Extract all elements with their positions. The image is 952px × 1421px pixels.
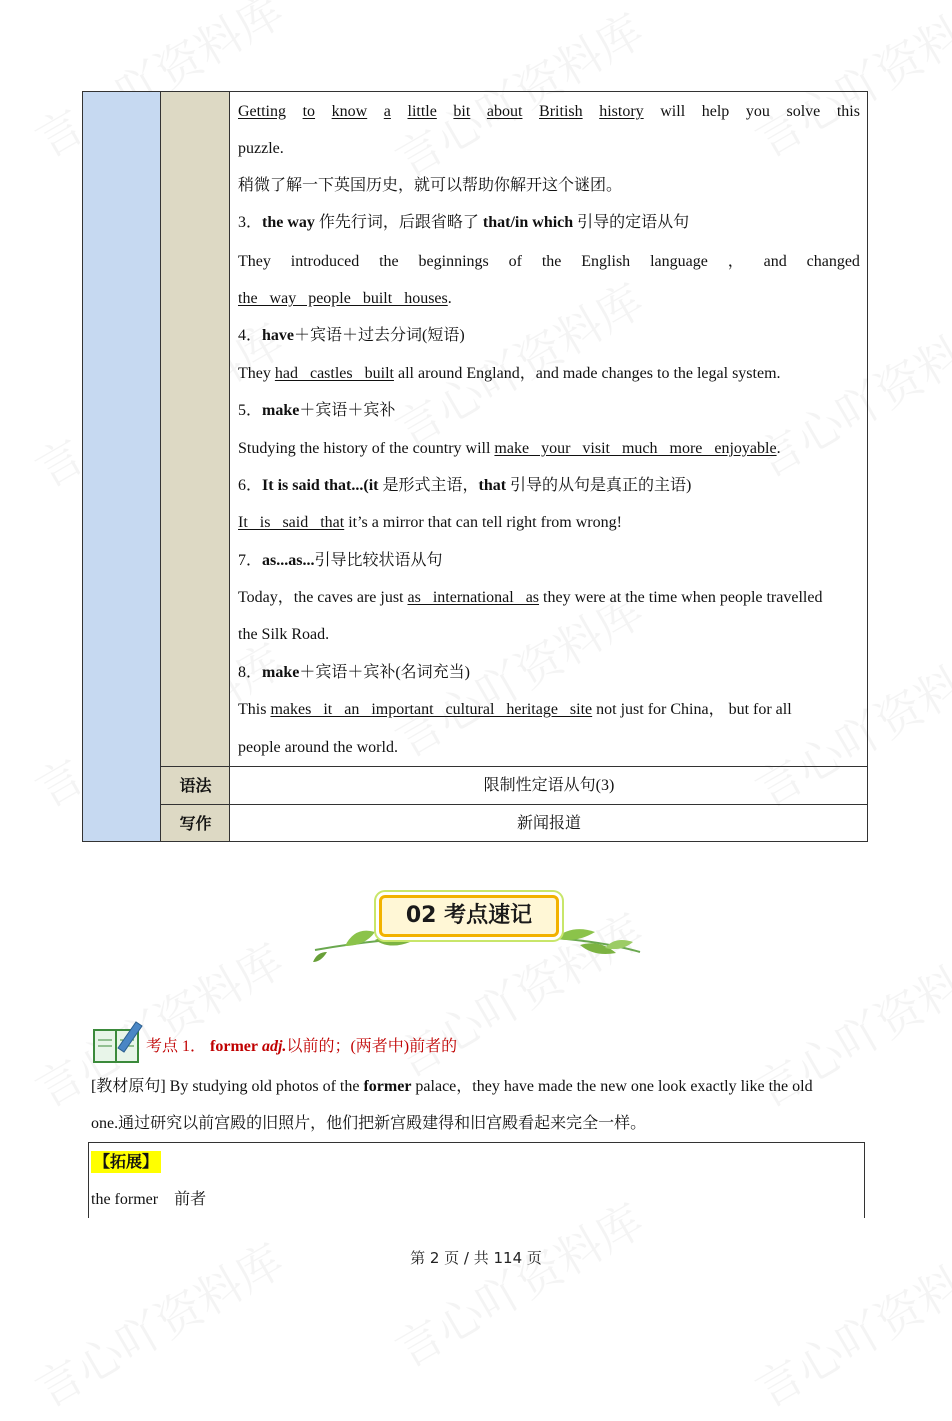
- word: bit: [453, 103, 471, 120]
- pattern-description: ＋宾语＋宾补(名词充当): [299, 664, 471, 681]
- item-number: 6．: [238, 477, 263, 494]
- sentence-line: [238, 364, 781, 384]
- pattern-keyword: make: [262, 402, 300, 419]
- word: to: [302, 103, 316, 120]
- writing-value: 新闻报道: [516, 815, 581, 832]
- banner-title: 02 考点速记: [379, 895, 559, 937]
- pattern-description: ＋宾语＋宾补: [299, 402, 396, 419]
- sentence-text: not just for China， but for all: [592, 701, 792, 718]
- answer-blank: as international as: [407, 589, 540, 606]
- word: the: [379, 253, 399, 270]
- answer-blank: the way people built houses: [238, 290, 448, 307]
- pattern-keyword: that/in which: [482, 214, 574, 231]
- item-number: 5．: [238, 402, 263, 419]
- word: the: [541, 253, 562, 270]
- sentence-line: [238, 326, 465, 346]
- source-sentence-line2: one.通过研究以前宫殿的旧照片，他们把新宫殿建得和旧宫殿看起来完全一样。: [91, 1115, 647, 1132]
- grammar-label: 语法: [179, 776, 212, 795]
- word: introduced: [290, 253, 360, 270]
- word: Getting: [238, 103, 286, 120]
- sentence-line: people around the world.: [238, 739, 398, 756]
- word: of: [508, 253, 522, 270]
- source-text: palace，they have made the new one look exactly like the old: [411, 1078, 813, 1095]
- grammar-value: 限制性定语从句(3): [483, 777, 615, 794]
- sentence-text: they were at the time when people travelled: [539, 589, 823, 606]
- table-col-category: [83, 92, 161, 841]
- sentence-text: .: [447, 290, 452, 307]
- pattern-keyword: It is said that...(it: [262, 477, 379, 494]
- sentence-text: Today，the caves are just: [238, 589, 408, 606]
- sentence-line: the Silk Road.: [238, 626, 330, 643]
- word: will: [660, 103, 686, 120]
- sentence-text: it’s a mirror that can tell right from wrong!: [344, 514, 622, 531]
- word: solve: [786, 103, 821, 120]
- sentence-line: [238, 588, 822, 608]
- sentence-line: [238, 663, 470, 683]
- sentence-patterns: [238, 92, 860, 766]
- sentence-line: [238, 252, 860, 272]
- answer-blank: had castles built: [274, 365, 394, 382]
- section-banner: [305, 890, 645, 970]
- word: English: [581, 253, 631, 270]
- sentence-text: Studying the history of the country will: [238, 440, 495, 457]
- sentence-line: [238, 401, 395, 421]
- notebook-pen-icon: [92, 1018, 144, 1066]
- table-col-subcategory: [161, 92, 230, 841]
- item-number: 8．: [238, 664, 263, 681]
- pattern-description: 作先行词，后跟省略了: [314, 214, 483, 231]
- kaodian-word: former: [210, 1038, 258, 1055]
- answer-blank: makes it an important cultural heritage site: [270, 701, 593, 718]
- sentence-line: [238, 289, 452, 309]
- pattern-description: 是形式主语，: [378, 477, 479, 494]
- word: you: [745, 103, 770, 120]
- writing-label: 写作: [179, 814, 212, 833]
- word: this: [836, 103, 860, 120]
- item-number: 7．: [238, 552, 263, 569]
- sentence-text: This: [238, 701, 271, 718]
- sentence-line: [238, 476, 691, 496]
- item-number: 4．: [238, 327, 263, 344]
- expand-item: the former 前者: [91, 1191, 207, 1208]
- kaodian-label: 考点 1．: [146, 1038, 207, 1055]
- pattern-description: 引导的从句是真正的主语): [506, 477, 692, 494]
- word: about: [486, 103, 523, 120]
- kaodian-heading: [146, 1033, 457, 1056]
- pattern-description: ＋宾语＋过去分词(短语): [294, 327, 465, 344]
- source-text: [教材原句] By studying old photos of the: [91, 1078, 364, 1095]
- pattern-keyword: that: [478, 477, 507, 494]
- sentence-line: [238, 439, 781, 459]
- pattern-description: 引导比较状语从句: [314, 552, 443, 569]
- pattern-keyword: make: [262, 664, 300, 681]
- word: beginnings: [418, 253, 489, 270]
- summary-table: [82, 91, 868, 842]
- word: history: [599, 103, 644, 120]
- word: changed: [806, 253, 860, 270]
- sentence-line: [238, 102, 860, 122]
- sentence-line: [238, 213, 689, 233]
- source-text: former: [363, 1078, 412, 1095]
- word: a: [383, 103, 391, 120]
- source-sentence-line1: [91, 1077, 813, 1097]
- sentence-line: puzzle.: [238, 140, 284, 157]
- word: British: [539, 103, 583, 120]
- answer-blank: It is said that: [238, 514, 345, 531]
- word: little: [407, 103, 437, 120]
- sentence-text: all around England，and made changes to the legal system.: [393, 365, 781, 382]
- sentence-line: 稍微了解一下英国历史，就可以帮助你解开这个谜团。: [238, 177, 623, 194]
- pattern-keyword: as...as...: [262, 552, 315, 569]
- sentence-line: [238, 551, 442, 571]
- answer-blank: make your visit much more enjoyable: [494, 440, 777, 457]
- pattern-keyword: have: [262, 327, 295, 344]
- word: language: [650, 253, 708, 270]
- page-footer: 第 2 页 / 共 114 页: [410, 1249, 542, 1267]
- sentence-line: [238, 700, 792, 720]
- kaodian-meaning: 以前的；(两者中)前者的: [286, 1038, 458, 1055]
- expand-tag: 【拓展】: [91, 1151, 161, 1173]
- word: They: [238, 253, 271, 270]
- sentence-text: They: [238, 365, 275, 382]
- sentence-text: .: [776, 440, 781, 457]
- pattern-description: 引导的定语从句: [573, 214, 690, 231]
- word: and: [763, 253, 787, 270]
- word: help: [701, 103, 730, 120]
- word: ，: [727, 253, 744, 270]
- item-number: 3．: [238, 214, 263, 231]
- kaodian-pos: adj.: [261, 1038, 287, 1055]
- word: know: [331, 103, 368, 120]
- pattern-keyword: the way: [262, 214, 315, 231]
- sentence-line: [238, 513, 622, 533]
